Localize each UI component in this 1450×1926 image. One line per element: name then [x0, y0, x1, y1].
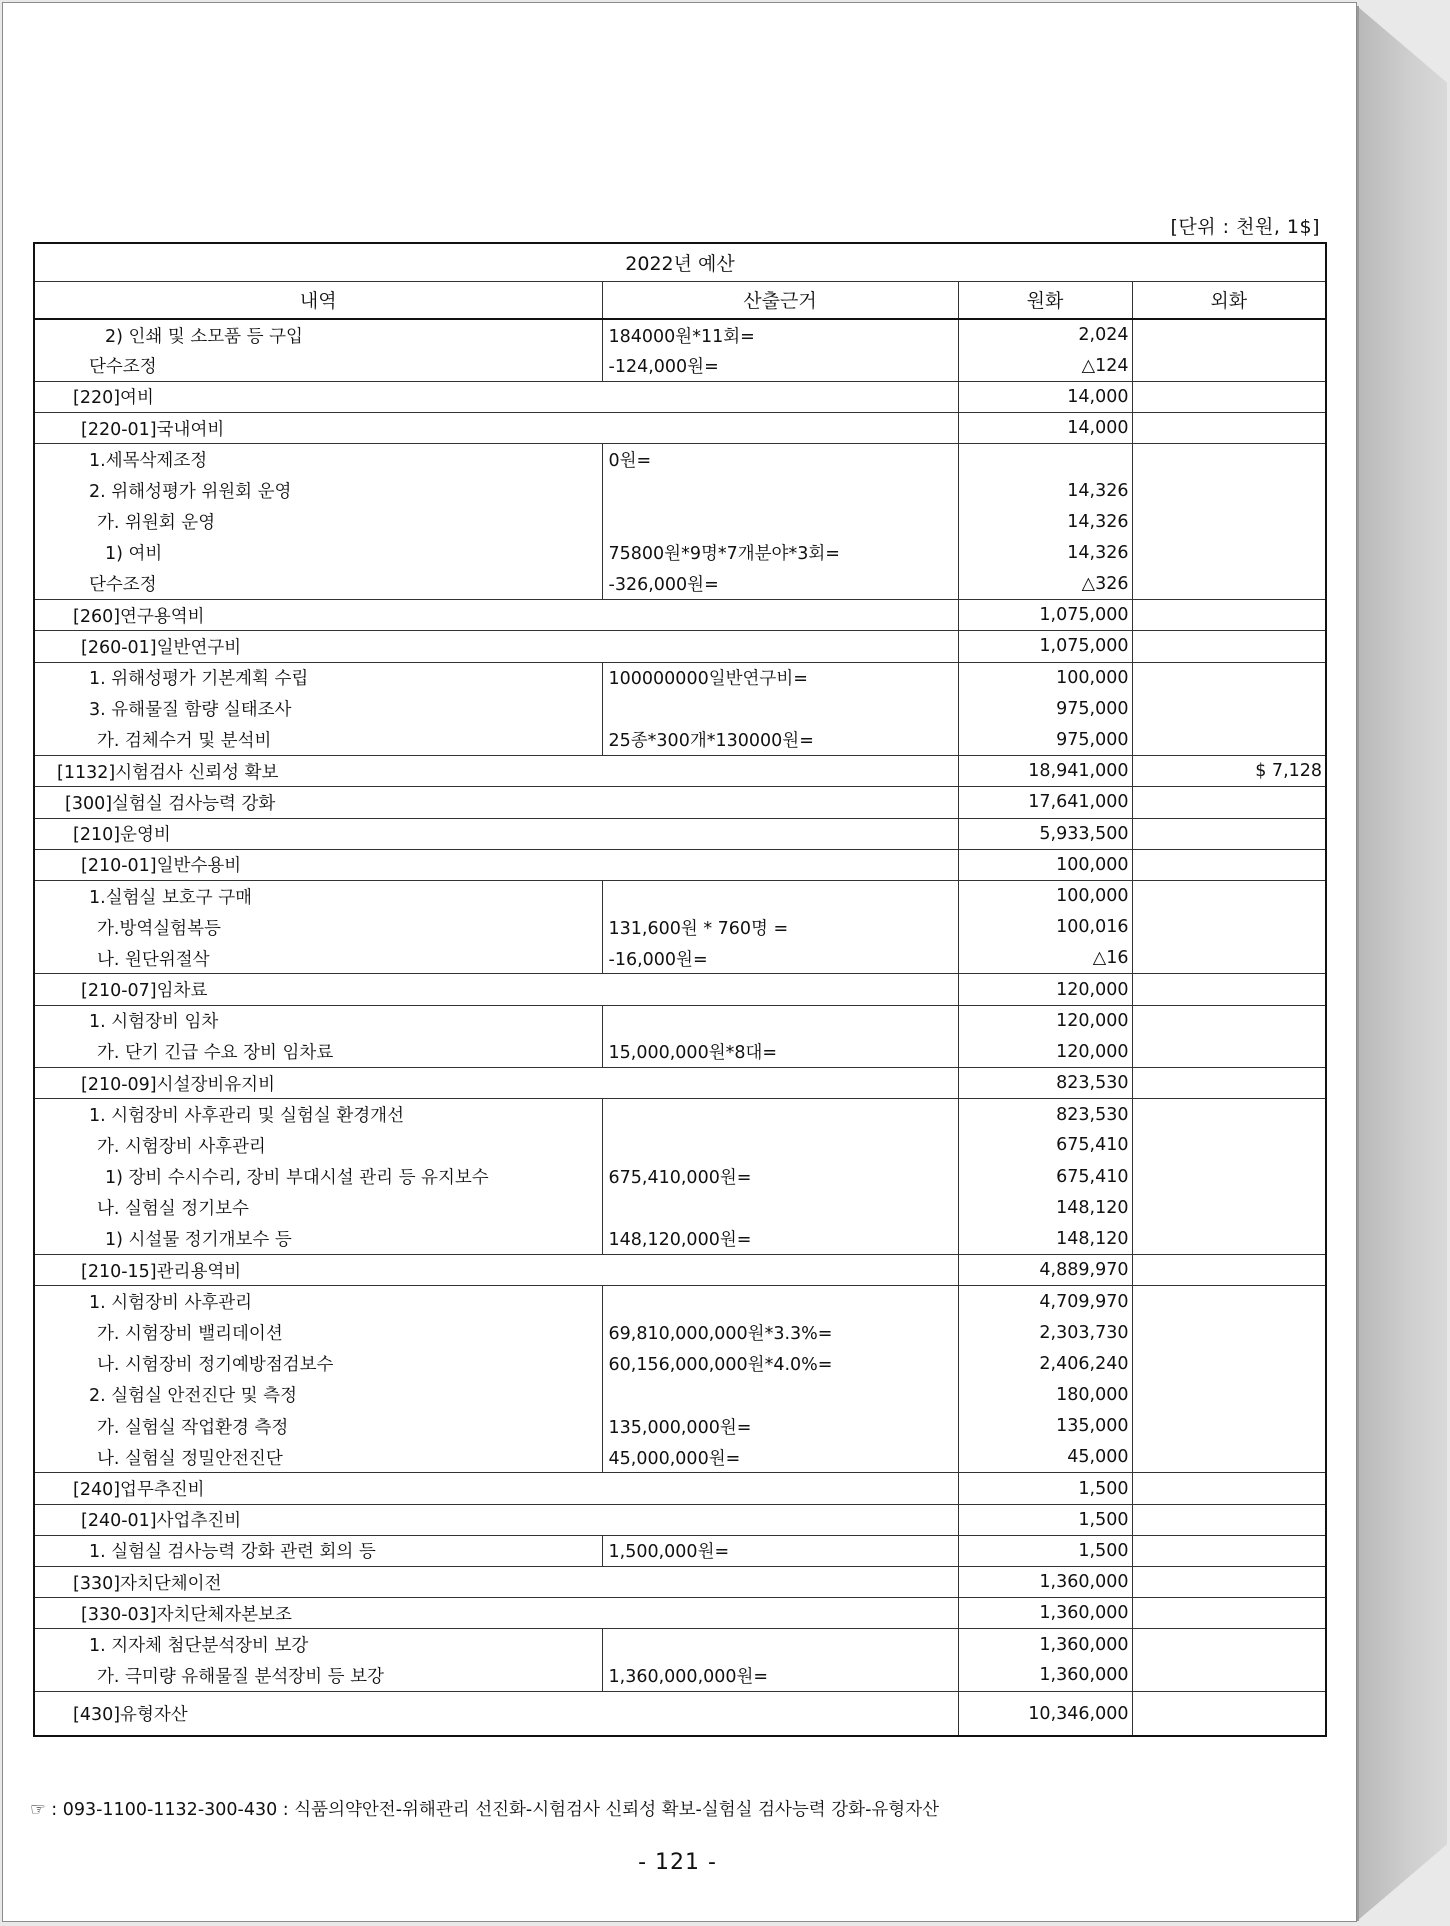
cell-fx — [1132, 1411, 1326, 1442]
cell-fx — [1132, 1130, 1326, 1161]
cell-krw: 1,360,000 — [958, 1598, 1132, 1629]
cell-fx — [1132, 1504, 1326, 1535]
cell-krw: 14,326 — [958, 537, 1132, 568]
cell-basis — [602, 381, 958, 412]
table-row — [34, 1255, 1326, 1286]
cell-basis — [602, 1286, 958, 1317]
cell-item: [220-01]국내여비 — [34, 413, 602, 444]
header-basis: 산출근거 — [602, 281, 958, 319]
page-edge-line — [1357, 6, 1359, 1921]
cell-krw: 120,000 — [958, 974, 1132, 1005]
cell-fx — [1132, 1255, 1326, 1286]
cell-basis — [602, 1473, 958, 1504]
page-number: - 121 - — [638, 1850, 717, 1875]
cell-basis: 100000000일반연구비= — [602, 662, 958, 693]
cell-basis — [602, 974, 958, 1005]
cell-item: [210]운영비 — [34, 818, 602, 849]
cell-basis — [602, 693, 958, 724]
cell-basis — [602, 1598, 958, 1629]
cell-krw: 675,410 — [958, 1161, 1132, 1192]
cell-item: [430]유형자산 — [34, 1691, 602, 1736]
cell-basis: -326,000원= — [602, 569, 958, 600]
cell-basis — [602, 756, 958, 787]
cell-item: 2. 위해성평가 위원회 운영 — [34, 475, 602, 506]
cell-krw: 2,024 — [958, 319, 1132, 350]
cell-fx: $ 7,128 — [1132, 756, 1326, 787]
cell-item: 1.세목삭제조정 — [34, 444, 602, 475]
cell-item: 1. 시험장비 사후관리 — [34, 1286, 602, 1317]
cell-fx — [1132, 818, 1326, 849]
cell-krw: 1,360,000 — [958, 1567, 1132, 1598]
cell-fx — [1132, 1598, 1326, 1629]
cell-krw: 100,000 — [958, 880, 1132, 911]
cell-krw: 823,530 — [958, 1068, 1132, 1099]
cell-fx — [1132, 1660, 1326, 1691]
cell-item: 가.방역실험복등 — [34, 912, 602, 943]
cell-fx — [1132, 912, 1326, 943]
header-item: 내역 — [34, 281, 602, 319]
cell-krw: △326 — [958, 569, 1132, 600]
cell-item: [240]업무추진비 — [34, 1473, 602, 1504]
cell-item: 나. 원단위절삭 — [34, 943, 602, 974]
table-row — [34, 1442, 1326, 1473]
cell-krw: 975,000 — [958, 724, 1132, 755]
cell-fx — [1132, 1005, 1326, 1036]
cell-fx — [1132, 413, 1326, 444]
cell-basis — [602, 1192, 958, 1223]
table-row — [34, 1691, 1326, 1736]
cell-item: 가. 단기 긴급 수요 장비 임차료 — [34, 1036, 602, 1067]
table-title: 2022년 예산 — [34, 243, 1326, 281]
cell-item: 가. 위원회 운영 — [34, 506, 602, 537]
cell-basis — [602, 1130, 958, 1161]
cell-fx — [1132, 475, 1326, 506]
table-row — [34, 1504, 1326, 1535]
cell-item: [210-07]임차료 — [34, 974, 602, 1005]
cell-fx — [1132, 569, 1326, 600]
cell-basis — [602, 1629, 958, 1660]
cell-krw: 14,326 — [958, 475, 1132, 506]
cell-item: 1. 지자체 첨단분석장비 보강 — [34, 1629, 602, 1660]
cell-basis: 75800원*9명*7개분야*3회= — [602, 537, 958, 568]
table-row — [34, 1286, 1326, 1317]
cell-fx — [1132, 1223, 1326, 1254]
table-row — [34, 319, 1326, 350]
table-row — [34, 1317, 1326, 1348]
table-row — [34, 569, 1326, 600]
cell-item: 2. 실험실 안전진단 및 측정 — [34, 1379, 602, 1410]
cell-krw: 14,000 — [958, 413, 1132, 444]
cell-fx — [1132, 1567, 1326, 1598]
cell-fx — [1132, 506, 1326, 537]
cell-krw: 180,000 — [958, 1379, 1132, 1410]
cell-basis: 148,120,000원= — [602, 1223, 958, 1254]
cell-item: 가. 실험실 작업환경 측정 — [34, 1411, 602, 1442]
table-row — [34, 662, 1326, 693]
cell-fx — [1132, 1348, 1326, 1379]
table-row — [34, 943, 1326, 974]
cell-fx — [1132, 724, 1326, 755]
cell-krw: 1,075,000 — [958, 600, 1132, 631]
cell-krw: 100,016 — [958, 912, 1132, 943]
table-row — [34, 1130, 1326, 1161]
cell-basis: 60,156,000,000원*4.0%= — [602, 1348, 958, 1379]
cell-basis — [602, 1504, 958, 1535]
cell-basis — [602, 1255, 958, 1286]
cell-basis — [602, 849, 958, 880]
cell-item: 가. 극미량 유해물질 분석장비 등 보강 — [34, 1660, 602, 1691]
cell-krw: 1,360,000 — [958, 1660, 1132, 1691]
cell-basis: 184000원*11회= — [602, 319, 958, 350]
cell-basis — [602, 787, 958, 818]
cell-krw: 823,530 — [958, 1099, 1132, 1130]
table-row — [34, 912, 1326, 943]
table-row — [34, 724, 1326, 755]
page-stack-edge — [1357, 6, 1447, 1921]
table-row — [34, 1473, 1326, 1504]
unit-label: [단위 : 천원, 1$] — [1170, 216, 1320, 238]
cell-fx — [1132, 1473, 1326, 1504]
cell-krw — [958, 444, 1132, 475]
table-row — [34, 693, 1326, 724]
cell-krw: 1,500 — [958, 1535, 1132, 1566]
cell-fx — [1132, 787, 1326, 818]
header-krw: 원화 — [958, 281, 1132, 319]
cell-item: [220]여비 — [34, 381, 602, 412]
cell-item: 1. 실험실 검사능력 강화 관련 회의 등 — [34, 1535, 602, 1566]
cell-basis: 69,810,000,000원*3.3%= — [602, 1317, 958, 1348]
cell-item: 2) 인쇄 및 소모품 등 구입 — [34, 319, 602, 350]
cell-basis: 135,000,000원= — [602, 1411, 958, 1442]
cell-krw: 4,709,970 — [958, 1286, 1132, 1317]
cell-item: 3. 유해물질 함량 실태조사 — [34, 693, 602, 724]
cell-fx — [1132, 1192, 1326, 1223]
cell-basis — [602, 818, 958, 849]
cell-basis — [602, 600, 958, 631]
cell-krw: 1,500 — [958, 1473, 1132, 1504]
cell-item: 1.실험실 보호구 구매 — [34, 880, 602, 911]
cell-item: [210-09]시설장비유지비 — [34, 1068, 602, 1099]
table-row — [34, 1068, 1326, 1099]
table-row — [34, 600, 1326, 631]
cell-fx — [1132, 849, 1326, 880]
cell-item: [330-03]자치단체자본보조 — [34, 1598, 602, 1629]
table-row — [34, 537, 1326, 568]
cell-item: 1) 여비 — [34, 537, 602, 568]
footnote: ☞ : 093-1100-1132-300-430 : 식품의약안전-위해관리 선진화-시험검사 신뢰성 확보-실험실 검사능력 강화-유형자산 — [30, 1800, 940, 1820]
cell-basis: 25종*300개*130000원= — [602, 724, 958, 755]
table-row — [34, 413, 1326, 444]
cell-krw: 4,889,970 — [958, 1255, 1132, 1286]
cell-item: 단수조정 — [34, 350, 602, 381]
cell-basis — [602, 475, 958, 506]
cell-krw: 2,303,730 — [958, 1317, 1132, 1348]
cell-krw: 120,000 — [958, 1005, 1132, 1036]
table-body — [34, 319, 1326, 1736]
table-row — [34, 1629, 1326, 1660]
table-row — [34, 631, 1326, 662]
cell-krw: 14,326 — [958, 506, 1132, 537]
cell-item: 1. 시험장비 사후관리 및 실험실 환경개선 — [34, 1099, 602, 1130]
cell-basis: -16,000원= — [602, 943, 958, 974]
cell-krw: △16 — [958, 943, 1132, 974]
cell-item: 가. 시험장비 사후관리 — [34, 1130, 602, 1161]
cell-fx — [1132, 1442, 1326, 1473]
cell-basis — [602, 1567, 958, 1598]
cell-basis — [602, 413, 958, 444]
cell-krw: 675,410 — [958, 1130, 1132, 1161]
table-row — [34, 1411, 1326, 1442]
cell-krw: 2,406,240 — [958, 1348, 1132, 1379]
cell-basis — [602, 1099, 958, 1130]
cell-fx — [1132, 1068, 1326, 1099]
cell-basis: 131,600원 * 760명 = — [602, 912, 958, 943]
cell-fx — [1132, 1317, 1326, 1348]
cell-item: [300]실험실 검사능력 강화 — [34, 787, 602, 818]
cell-krw: 1,075,000 — [958, 631, 1132, 662]
cell-item: 가. 검체수거 및 분석비 — [34, 724, 602, 755]
cell-krw: 135,000 — [958, 1411, 1132, 1442]
cell-krw: 975,000 — [958, 693, 1132, 724]
cell-krw: 100,000 — [958, 662, 1132, 693]
table-row — [34, 974, 1326, 1005]
cell-krw: 120,000 — [958, 1036, 1132, 1067]
table-row — [34, 1535, 1326, 1566]
table-row — [34, 1598, 1326, 1629]
table-row — [34, 1223, 1326, 1254]
cell-item: [260]연구용역비 — [34, 600, 602, 631]
cell-item: 나. 실험실 정기보수 — [34, 1192, 602, 1223]
cell-item: 1. 위해성평가 기본계획 수립 — [34, 662, 602, 693]
cell-fx — [1132, 1629, 1326, 1660]
cell-fx — [1132, 974, 1326, 1005]
cell-fx — [1132, 1535, 1326, 1566]
cell-krw: 148,120 — [958, 1192, 1132, 1223]
cell-item: 나. 시험장비 정기예방점검보수 — [34, 1348, 602, 1379]
cell-fx — [1132, 1036, 1326, 1067]
table-row — [34, 1348, 1326, 1379]
cell-basis: 675,410,000원= — [602, 1161, 958, 1192]
cell-basis: 15,000,000원*8대= — [602, 1036, 958, 1067]
cell-fx — [1132, 1379, 1326, 1410]
cell-krw: 1,360,000 — [958, 1629, 1132, 1660]
table-row — [34, 381, 1326, 412]
table-row — [34, 880, 1326, 911]
cell-basis: 45,000,000원= — [602, 1442, 958, 1473]
cell-fx — [1132, 880, 1326, 911]
cell-krw: 1,500 — [958, 1504, 1132, 1535]
cell-fx — [1132, 662, 1326, 693]
cell-item: [260-01]일반연구비 — [34, 631, 602, 662]
cell-fx — [1132, 1286, 1326, 1317]
cell-item: [210-01]일반수용비 — [34, 849, 602, 880]
cell-fx — [1132, 319, 1326, 350]
cell-krw: 5,933,500 — [958, 818, 1132, 849]
table-row — [34, 444, 1326, 475]
table-row — [34, 787, 1326, 818]
cell-krw: 14,000 — [958, 381, 1132, 412]
cell-krw: 17,641,000 — [958, 787, 1132, 818]
cell-krw: 148,120 — [958, 1223, 1132, 1254]
cell-fx — [1132, 1691, 1326, 1736]
table-row — [34, 1005, 1326, 1036]
table-row — [34, 1567, 1326, 1598]
cell-fx — [1132, 600, 1326, 631]
cell-item: [240-01]사업추진비 — [34, 1504, 602, 1535]
cell-fx — [1132, 537, 1326, 568]
header-fx: 외화 — [1132, 281, 1326, 319]
table-row — [34, 1099, 1326, 1130]
cell-krw: 18,941,000 — [958, 756, 1132, 787]
table-row — [34, 1379, 1326, 1410]
cell-item: 1. 시험장비 임차 — [34, 1005, 602, 1036]
cell-fx — [1132, 350, 1326, 381]
cell-item: [1132]시험검사 신뢰성 확보 — [34, 756, 602, 787]
table-row — [34, 1036, 1326, 1067]
table-row — [34, 1660, 1326, 1691]
table-row — [34, 818, 1326, 849]
cell-item: [330]자치단체이전 — [34, 1567, 602, 1598]
budget-table — [33, 242, 1327, 1737]
cell-basis — [602, 1691, 958, 1736]
cell-item: 가. 시험장비 밸리데이션 — [34, 1317, 602, 1348]
table-row — [34, 506, 1326, 537]
cell-fx — [1132, 444, 1326, 475]
table-row — [34, 756, 1326, 787]
cell-basis: 1,500,000원= — [602, 1535, 958, 1566]
cell-krw: △124 — [958, 350, 1132, 381]
cell-basis — [602, 506, 958, 537]
table-row — [34, 350, 1326, 381]
cell-basis: -124,000원= — [602, 350, 958, 381]
cell-krw: 10,346,000 — [958, 1691, 1132, 1736]
cell-basis: 0원= — [602, 444, 958, 475]
cell-fx — [1132, 631, 1326, 662]
table-row — [34, 475, 1326, 506]
cell-fx — [1132, 943, 1326, 974]
cell-krw: 100,000 — [958, 849, 1132, 880]
cell-basis — [602, 1068, 958, 1099]
cell-fx — [1132, 381, 1326, 412]
table-row — [34, 1192, 1326, 1223]
cell-item: 1) 시설물 정기개보수 등 — [34, 1223, 602, 1254]
cell-basis — [602, 1379, 958, 1410]
cell-fx — [1132, 1099, 1326, 1130]
cell-krw: 45,000 — [958, 1442, 1132, 1473]
table-row — [34, 1161, 1326, 1192]
cell-basis — [602, 880, 958, 911]
cell-item: [210-15]관리용역비 — [34, 1255, 602, 1286]
cell-basis — [602, 631, 958, 662]
cell-basis: 1,360,000,000원= — [602, 1660, 958, 1691]
table-row — [34, 849, 1326, 880]
cell-item: 1) 장비 수시수리, 장비 부대시설 관리 등 유지보수 — [34, 1161, 602, 1192]
cell-fx — [1132, 693, 1326, 724]
cell-basis — [602, 1005, 958, 1036]
cell-item: 나. 실험실 정밀안전진단 — [34, 1442, 602, 1473]
cell-fx — [1132, 1161, 1326, 1192]
cell-item: 단수조정 — [34, 569, 602, 600]
